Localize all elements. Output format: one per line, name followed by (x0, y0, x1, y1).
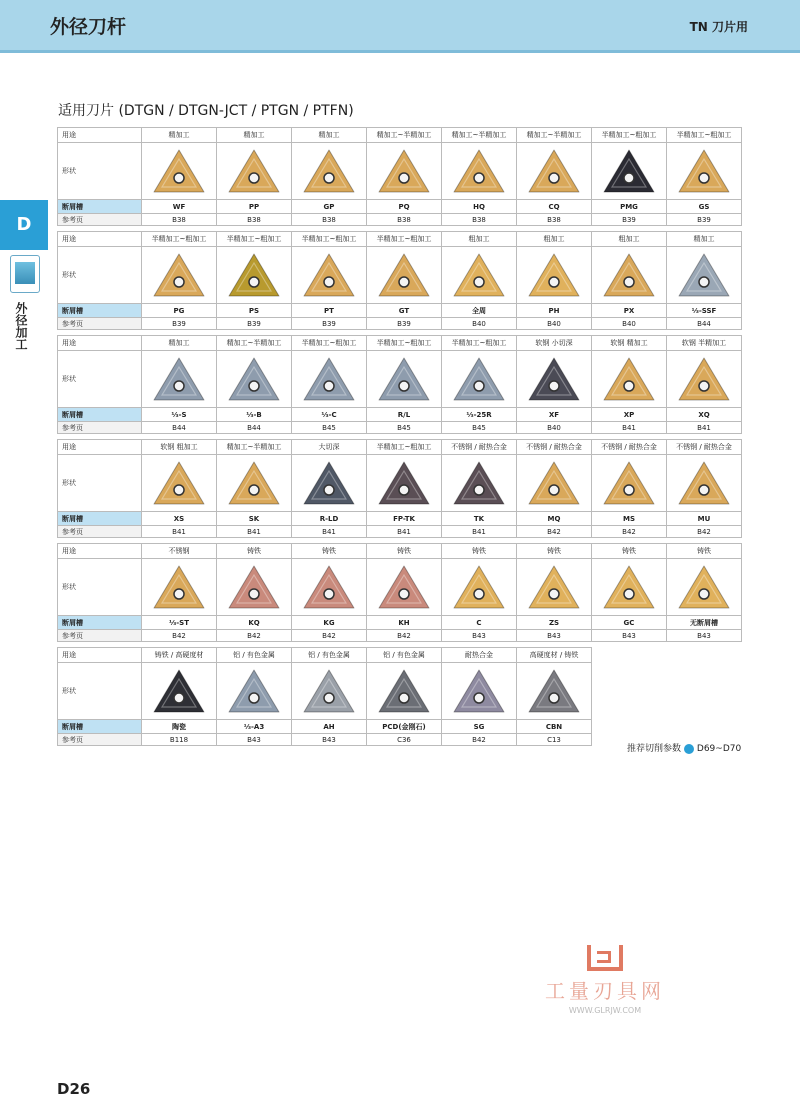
reference-page: B118 (142, 734, 217, 746)
chipbreaker-code: PS (217, 304, 292, 318)
reference-page: B40 (592, 318, 667, 330)
reference-page: B40 (517, 318, 592, 330)
use-cell: 不锈钢 / 耐热合金 (442, 439, 517, 455)
use-cell: 半精加工~粗加工 (442, 335, 517, 351)
insert-shape-cell (142, 247, 217, 304)
triangle-insert-icon (151, 250, 207, 300)
use-cell: 铸铁 (292, 543, 367, 559)
reference-page: B41 (142, 526, 217, 538)
cutting-params-pages: D69~D70 (696, 744, 742, 754)
chipbreaker-code: KQ (217, 616, 292, 630)
chipbreaker-row (57, 512, 742, 526)
shape-row (57, 559, 742, 616)
chipbreaker-code: GC (592, 616, 667, 630)
reference-page: B38 (367, 214, 442, 226)
reference-page: B38 (292, 214, 367, 226)
use-cell: 铝 / 有色金属 (217, 647, 292, 663)
reference-page: B43 (667, 630, 742, 642)
page-number: D26 (57, 1080, 91, 1098)
triangle-insert-icon (301, 666, 357, 716)
insert-shape-cell (142, 455, 217, 512)
insert-shape-cell (442, 351, 517, 408)
chipbreaker-code: PCD(金刚石) (367, 720, 442, 734)
chipbreaker-code: MQ (517, 512, 592, 526)
row-label: 用途 (57, 335, 142, 351)
use-cell: 软钢 半精加工 (667, 335, 742, 351)
chipbreaker-code: ⅓-B (217, 408, 292, 422)
reference-page: B42 (667, 526, 742, 538)
use-cell: 铝 / 有色金属 (367, 647, 442, 663)
insert-shape-cell (442, 559, 517, 616)
chipbreaker-code: XP (592, 408, 667, 422)
insert-shape-cell (292, 247, 367, 304)
reference-page: B45 (292, 422, 367, 434)
chipbreaker-row (57, 304, 742, 318)
chipbreaker-code: MU (667, 512, 742, 526)
use-cell: 铸铁 / 高硬度材 (142, 647, 217, 663)
row-label: 用途 (57, 127, 142, 143)
reference-page: B38 (517, 214, 592, 226)
use-row (57, 335, 742, 351)
triangle-insert-icon (301, 250, 357, 300)
chipbreaker-code: WF (142, 200, 217, 214)
row-label: 参考页 (57, 214, 142, 226)
use-cell: 精加工 (292, 127, 367, 143)
triangle-insert-icon (601, 250, 657, 300)
reference-page: B43 (592, 630, 667, 642)
insert-shape-cell (667, 143, 742, 200)
use-cell: 粗加工 (442, 231, 517, 247)
use-cell: 软钢 精加工 (592, 335, 667, 351)
reference-page: B44 (667, 318, 742, 330)
chipbreaker-code: FP-TK (367, 512, 442, 526)
triangle-insert-icon (376, 562, 432, 612)
chipbreaker-code: PG (142, 304, 217, 318)
triangle-insert-icon (376, 666, 432, 716)
insert-shape-cell (142, 663, 217, 720)
chipbreaker-code: SG (442, 720, 517, 734)
triangle-insert-icon (301, 562, 357, 612)
chipbreaker-code: HQ (442, 200, 517, 214)
ref-row (57, 318, 742, 330)
use-row (57, 543, 742, 559)
row-label: 断屑槽 (57, 304, 142, 318)
insert-shape-cell (292, 455, 367, 512)
chipbreaker-code: 陶瓷 (142, 720, 217, 734)
chipbreaker-code: ZS (517, 616, 592, 630)
row-label: 参考页 (57, 318, 142, 330)
row-label: 形状 (57, 247, 142, 304)
shape-row (57, 455, 742, 512)
use-cell: 高硬度材 / 铸铁 (517, 647, 592, 663)
triangle-insert-icon (676, 250, 732, 300)
insert-shape-cell (667, 455, 742, 512)
triangle-insert-icon (376, 354, 432, 404)
insert-shape-cell (517, 559, 592, 616)
row-label: 形状 (57, 559, 142, 616)
triangle-insert-icon (526, 562, 582, 612)
chipbreaker-code: R-LD (292, 512, 367, 526)
reference-page: B38 (217, 214, 292, 226)
triangle-insert-icon (151, 146, 207, 196)
use-cell: 精加工~半精加工 (367, 127, 442, 143)
reference-page: B39 (142, 318, 217, 330)
use-cell: 精加工~半精加工 (442, 127, 517, 143)
watermark-text: 工量刃具网 (545, 979, 665, 1003)
insert-shape-cell (217, 663, 292, 720)
use-row (57, 439, 742, 455)
use-cell: 粗加工 (592, 231, 667, 247)
triangle-insert-icon (226, 250, 282, 300)
insert-shape-cell (517, 351, 592, 408)
reference-page: B38 (442, 214, 517, 226)
reference-page: B41 (292, 526, 367, 538)
chipbreaker-code: ⅓-25R (442, 408, 517, 422)
insert-shape-cell (442, 143, 517, 200)
triangle-insert-icon (601, 458, 657, 508)
use-cell: 半精加工~粗加工 (592, 127, 667, 143)
reference-page: B45 (367, 422, 442, 434)
insert-shape-cell (367, 247, 442, 304)
use-row (57, 647, 592, 663)
row-label: 用途 (57, 439, 142, 455)
use-cell: 不锈钢 / 耐热合金 (667, 439, 742, 455)
use-cell: 大切深 (292, 439, 367, 455)
insert-shape-cell (367, 559, 442, 616)
chipbreaker-code: AH (292, 720, 367, 734)
triangle-insert-icon (526, 458, 582, 508)
triangle-insert-icon (376, 146, 432, 196)
chipbreaker-code: XS (142, 512, 217, 526)
chipbreaker-code: CQ (517, 200, 592, 214)
use-cell: 铸铁 (592, 543, 667, 559)
row-label: 形状 (57, 663, 142, 720)
row-label: 用途 (57, 543, 142, 559)
triangle-insert-icon (301, 458, 357, 508)
use-cell: 精加工~半精加工 (217, 439, 292, 455)
use-cell: 铸铁 (517, 543, 592, 559)
ref-row (57, 526, 742, 538)
insert-shape-cell (517, 143, 592, 200)
page-header (0, 0, 800, 53)
reference-page: B42 (517, 526, 592, 538)
use-cell: 不锈钢 / 耐热合金 (592, 439, 667, 455)
chipbreaker-code: CBN (517, 720, 592, 734)
triangle-insert-icon (151, 458, 207, 508)
row-label: 用途 (57, 231, 142, 247)
use-cell: 铸铁 (442, 543, 517, 559)
chipbreaker-code: PX (592, 304, 667, 318)
triangle-insert-icon (451, 562, 507, 612)
triangle-insert-icon (676, 146, 732, 196)
use-cell: 半精加工~粗加工 (292, 335, 367, 351)
insert-shape-cell (142, 559, 217, 616)
reference-page: B44 (217, 422, 292, 434)
insert-shape-cell (367, 455, 442, 512)
chipbreaker-code: 无断屑槽 (667, 616, 742, 630)
reference-page: C36 (367, 734, 442, 746)
triangle-insert-icon (526, 250, 582, 300)
triangle-insert-icon (601, 562, 657, 612)
reference-page: B40 (442, 318, 517, 330)
shape-row (57, 663, 592, 720)
triangle-insert-icon (226, 666, 282, 716)
section-title: 适用刀片 (DTGN / DTGN-JCT / PTGN / PTFN) (58, 103, 354, 119)
reference-page: B39 (367, 318, 442, 330)
use-cell: 不锈钢 (142, 543, 217, 559)
chipbreaker-row (57, 720, 592, 734)
triangle-insert-icon (451, 146, 507, 196)
chipbreaker-code: PQ (367, 200, 442, 214)
shape-row (57, 247, 742, 304)
row-label: 参考页 (57, 734, 142, 746)
triangle-insert-icon (451, 458, 507, 508)
use-cell: 铸铁 (367, 543, 442, 559)
insert-shape-cell (367, 143, 442, 200)
triangle-insert-icon (451, 250, 507, 300)
chipbreaker-row (57, 616, 742, 630)
insert-shape-cell (667, 351, 742, 408)
insert-shape-cell (217, 143, 292, 200)
insert-shape-cell (442, 455, 517, 512)
insert-shape-cell (292, 559, 367, 616)
reference-page: B41 (442, 526, 517, 538)
reference-page: B41 (592, 422, 667, 434)
insert-shape-cell (517, 247, 592, 304)
insert-shape-cell (292, 143, 367, 200)
use-cell: 半精加工~粗加工 (367, 231, 442, 247)
chipbreaker-code: GT (367, 304, 442, 318)
triangle-insert-icon (451, 666, 507, 716)
chipbreaker-code: PP (217, 200, 292, 214)
reference-page: B42 (592, 526, 667, 538)
reference-page: B39 (667, 214, 742, 226)
chipbreaker-code: XF (517, 408, 592, 422)
row-label: 断屑槽 (57, 616, 142, 630)
row-label: 参考页 (57, 422, 142, 434)
reference-page: B42 (442, 734, 517, 746)
chipbreaker-code: C (442, 616, 517, 630)
insert-shape-cell (667, 559, 742, 616)
use-cell: 铸铁 (667, 543, 742, 559)
triangle-insert-icon (151, 562, 207, 612)
use-row (57, 231, 742, 247)
chipbreaker-code: ⅓-SSF (667, 304, 742, 318)
insert-shape-cell (592, 455, 667, 512)
insert-shape-cell (667, 247, 742, 304)
row-label: 用途 (57, 647, 142, 663)
insert-shape-cell (367, 351, 442, 408)
triangle-insert-icon (226, 458, 282, 508)
insert-shape-cell (592, 247, 667, 304)
use-cell: 耐热合金 (442, 647, 517, 663)
row-label: 断屑槽 (57, 512, 142, 526)
use-cell: 精加工 (217, 127, 292, 143)
reference-page: B40 (517, 422, 592, 434)
row-label: 形状 (57, 455, 142, 512)
reference-page: B45 (442, 422, 517, 434)
chipbreaker-code: 全周 (442, 304, 517, 318)
reference-page: B41 (367, 526, 442, 538)
insert-shape-cell (217, 247, 292, 304)
ref-row (57, 734, 592, 746)
triangle-insert-icon (451, 354, 507, 404)
triangle-insert-icon (301, 146, 357, 196)
chipbreaker-code: SK (217, 512, 292, 526)
chipbreaker-code: KH (367, 616, 442, 630)
chipbreaker-code: ⅓-ST (142, 616, 217, 630)
chipbreaker-row (57, 408, 742, 422)
insert-shape-cell (142, 351, 217, 408)
triangle-insert-icon (526, 146, 582, 196)
chipbreaker-code: ⅓-S (142, 408, 217, 422)
row-label: 参考页 (57, 526, 142, 538)
triangle-insert-icon (301, 354, 357, 404)
chipbreaker-code: ⅓-C (292, 408, 367, 422)
row-label: 断屑槽 (57, 408, 142, 422)
use-cell: 精加工~半精加工 (517, 127, 592, 143)
use-cell: 半精加工~粗加工 (367, 335, 442, 351)
insert-shape-cell (592, 143, 667, 200)
chipbreaker-row (57, 200, 742, 214)
insert-shape-cell (142, 143, 217, 200)
use-cell: 半精加工~粗加工 (667, 127, 742, 143)
reference-page: B42 (142, 630, 217, 642)
triangle-insert-icon (226, 354, 282, 404)
triangle-insert-icon (526, 666, 582, 716)
insert-shape-cell (442, 247, 517, 304)
reference-page: B41 (217, 526, 292, 538)
chipbreaker-code: KG (292, 616, 367, 630)
reference-page: B42 (292, 630, 367, 642)
use-cell: 软钢 小切深 (517, 335, 592, 351)
chipbreaker-code: GS (667, 200, 742, 214)
row-label: 断屑槽 (57, 200, 142, 214)
reference-page: B39 (592, 214, 667, 226)
use-cell: 半精加工~粗加工 (142, 231, 217, 247)
triangle-insert-icon (601, 354, 657, 404)
use-cell: 精加工~半精加工 (217, 335, 292, 351)
arrow-circle-icon (684, 744, 694, 754)
watermark-logo (587, 945, 623, 971)
insert-shape-cell (217, 351, 292, 408)
ref-row (57, 630, 742, 642)
row-label: 形状 (57, 351, 142, 408)
triangle-insert-icon (226, 562, 282, 612)
triangle-insert-icon (151, 666, 207, 716)
insert-shape-cell (517, 455, 592, 512)
shape-row (57, 351, 742, 408)
reference-page: B39 (217, 318, 292, 330)
reference-page: B43 (292, 734, 367, 746)
use-cell: 铝 / 有色金属 (292, 647, 367, 663)
insert-shape-cell (442, 663, 517, 720)
chipbreaker-code: GP (292, 200, 367, 214)
use-cell: 粗加工 (517, 231, 592, 247)
insert-shape-cell (217, 559, 292, 616)
reference-page: B44 (142, 422, 217, 434)
triangle-insert-icon (601, 146, 657, 196)
insert-shape-cell (592, 351, 667, 408)
reference-page: B43 (517, 630, 592, 642)
reference-page: B43 (217, 734, 292, 746)
ref-row (57, 214, 742, 226)
use-cell: 半精加工~粗加工 (367, 439, 442, 455)
triangle-insert-icon (676, 562, 732, 612)
triangle-insert-icon (676, 458, 732, 508)
use-cell: 不锈钢 / 耐热合金 (517, 439, 592, 455)
insert-shape-cell (517, 663, 592, 720)
insert-shape-cell (217, 455, 292, 512)
triangle-insert-icon (376, 458, 432, 508)
row-label: 参考页 (57, 630, 142, 642)
chipbreaker-code: R/L (367, 408, 442, 422)
chipbreaker-code: PT (292, 304, 367, 318)
section-tab[interactable]: D (0, 200, 48, 250)
row-label: 形状 (57, 143, 142, 200)
chipbreaker-code: MS (592, 512, 667, 526)
chipbreaker-code: PH (517, 304, 592, 318)
page-subtitle: TN 刀片用 (689, 20, 748, 34)
reference-page: C13 (517, 734, 592, 746)
insert-shape-cell (367, 663, 442, 720)
watermark (530, 945, 680, 1015)
reference-page: B42 (367, 630, 442, 642)
shape-row (57, 143, 742, 200)
reference-page: B38 (142, 214, 217, 226)
reference-page: B42 (217, 630, 292, 642)
triangle-insert-icon (151, 354, 207, 404)
use-cell: 半精加工~粗加工 (292, 231, 367, 247)
use-cell: 铸铁 (217, 543, 292, 559)
page-title: 外径刀杆 (50, 16, 127, 38)
triangle-insert-icon (376, 250, 432, 300)
section-vertical-label: 外径加工 (14, 302, 28, 350)
insert-shape-cell (592, 559, 667, 616)
use-row (57, 127, 742, 143)
cutting-params-link[interactable]: 推荐切削参数 D69~D70 (627, 744, 742, 754)
insert-shape-cell (292, 351, 367, 408)
use-cell: 精加工 (142, 127, 217, 143)
use-cell: 软钢 粗加工 (142, 439, 217, 455)
triangle-insert-icon (526, 354, 582, 404)
chipbreaker-code: XQ (667, 408, 742, 422)
row-label: 断屑槽 (57, 720, 142, 734)
insert-shape-cell (292, 663, 367, 720)
reference-page: B39 (292, 318, 367, 330)
ref-row (57, 422, 742, 434)
triangle-insert-icon (226, 146, 282, 196)
chipbreaker-code: TK (442, 512, 517, 526)
use-cell: 精加工 (667, 231, 742, 247)
triangle-insert-icon (676, 354, 732, 404)
use-cell: 精加工 (142, 335, 217, 351)
watermark-url: WWW.GLRJW.COM (568, 1006, 642, 1015)
chipbreaker-code: ⅓-A3 (217, 720, 292, 734)
use-cell: 半精加工~粗加工 (217, 231, 292, 247)
reference-page: B43 (442, 630, 517, 642)
turning-icon (10, 255, 40, 293)
chipbreaker-code: PMG (592, 200, 667, 214)
reference-page: B41 (667, 422, 742, 434)
